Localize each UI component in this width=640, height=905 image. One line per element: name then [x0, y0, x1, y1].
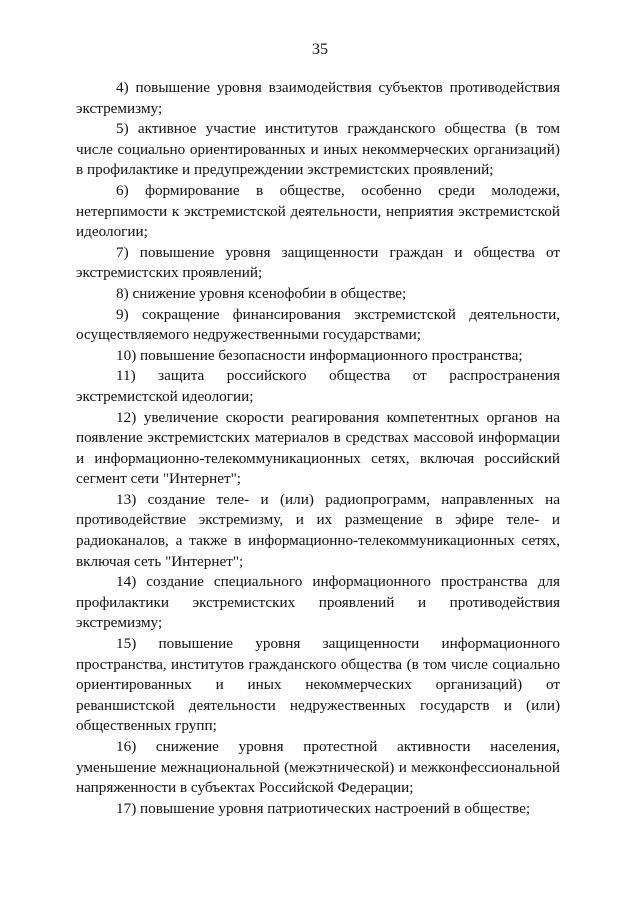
list-item-5: 5) активное участие институтов гражданского общества (в том числе социально ориентированных и иных некоммерческих организаций) в профилактике и предупреждении экстремистских проявлений;	[76, 120, 560, 179]
list-item-13: 13) создание теле- и (или) радиопрограмм, направленных на противодействие экстремизму, и их размещение в эфире теле- и радиоканалов, а также в информационно-телекоммуникационных сетях, включая сеть "Интернет";	[76, 490, 560, 570]
list-item-11: 11) защита российского общества от распространения экстремистской идеологии;	[76, 367, 560, 405]
list-item-14: 14) создание специального информационного пространства для профилактики экстремистских проявлений и противодействия экстремизму;	[76, 573, 560, 632]
list-item-8: 8) снижение уровня ксенофобии в обществе;	[116, 284, 407, 302]
list-item-4: 4) повышение уровня взаимодействия субъектов противодействия экстремизму;	[76, 79, 560, 117]
list-item-10: 10) повышение безопасности информационного пространства;	[116, 346, 523, 364]
list-item-7: 7) повышение уровня защищенности граждан и общества от экстремистских проявлений;	[76, 243, 560, 282]
list-item-17: 17) повышение уровня патриотических настроений в обществе;	[116, 799, 531, 817]
list-item-16: 16) снижение уровня протестной активности населения, уменьшение межнациональной (межэтнической) и межконфессиональной напряженности в субъектах Российской Федерации;	[76, 738, 560, 797]
list-item-12: 12) увеличение скорости реагирования компетентных органов на появление экстремистских материалов в средствах массовой информации и информационно-телекоммуникационных сетях, включая российский сегмент сети "Интернет";	[76, 408, 560, 488]
list-item-9: 9) сокращение финансирования экстремистской деятельности, осуществляемого недружественными государствами;	[76, 305, 560, 344]
document-body	[76, 78, 560, 819]
list-item-6: 6) формирование в обществе, особенно среди молодежи, нетерпимости к экстремистской деятельности, неприятия экстремистской идеологии;	[76, 181, 560, 241]
list-item-15: 15) повышение уровня защищенности информационного пространства, институтов гражданского общества (в том числе социально ориентированных и иных некоммерческих организаций) от реваншистской деятельности недружественных государств и (или) общественных групп;	[76, 635, 560, 735]
page-number: 35	[312, 41, 328, 58]
